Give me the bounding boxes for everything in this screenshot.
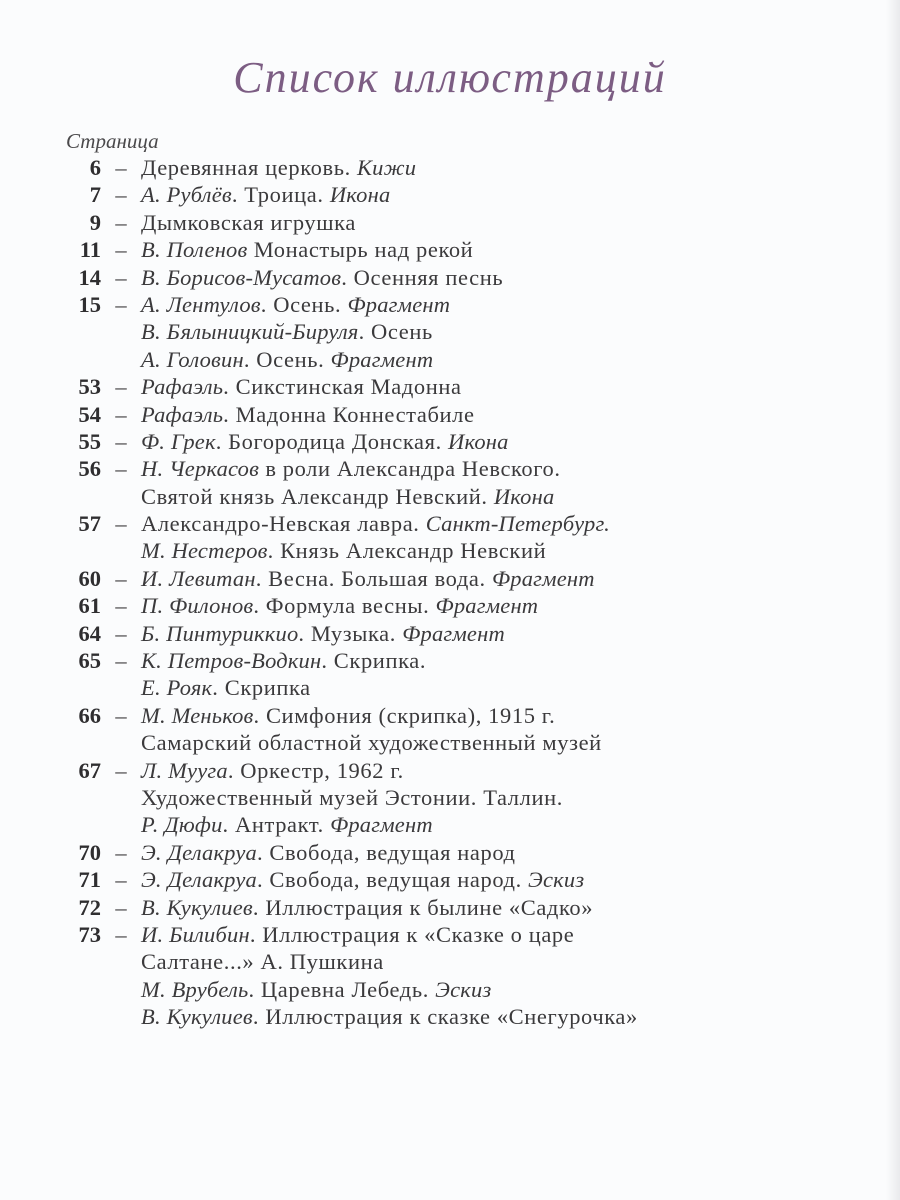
illustrations-list bbox=[66, 128, 866, 1031]
page-number: 60 bbox=[78, 565, 101, 591]
page-number: 57 bbox=[78, 511, 101, 537]
page-number: 65 bbox=[78, 648, 101, 674]
caption-italic-part: Фрагмент bbox=[435, 593, 539, 619]
dash-separator bbox=[101, 784, 141, 811]
page-number: 72 bbox=[78, 894, 101, 920]
page-number bbox=[66, 346, 101, 373]
illustration-caption bbox=[141, 894, 593, 921]
list-item bbox=[66, 291, 866, 318]
dash-separator: – bbox=[115, 921, 127, 947]
caption-italic-part: Икона bbox=[329, 182, 391, 208]
list-item bbox=[66, 811, 866, 838]
caption-italic-part: Э. Делакруа bbox=[141, 839, 257, 865]
caption-italic-part: Р. Дюфи bbox=[141, 812, 223, 838]
page-number bbox=[66, 784, 101, 811]
illustration-caption bbox=[141, 757, 404, 784]
caption-part: . Иллюстрация к «Сказке о царе bbox=[249, 921, 575, 947]
caption-italic-part: М. Нестеров bbox=[141, 538, 268, 564]
dash-separator: – bbox=[115, 702, 127, 728]
page-number: 53 bbox=[78, 374, 101, 400]
dash-separator bbox=[101, 537, 141, 564]
caption-part: Дымковская игрушка bbox=[141, 209, 356, 235]
page-number: 6 bbox=[89, 155, 101, 180]
illustration-caption bbox=[141, 565, 595, 592]
dash-separator bbox=[101, 948, 141, 975]
illustration-caption bbox=[141, 401, 475, 428]
page-number bbox=[66, 811, 101, 838]
list-item bbox=[66, 702, 866, 729]
caption-part: . Скрипка. bbox=[321, 648, 427, 674]
list-item bbox=[66, 209, 866, 236]
illustration-caption bbox=[141, 318, 433, 345]
page-number: 9 bbox=[89, 209, 101, 235]
caption-part: Александро-Невская лавра. bbox=[141, 511, 426, 537]
caption-italic-part: В. Поленов bbox=[141, 237, 248, 263]
list-item bbox=[66, 346, 866, 373]
dash-separator: – bbox=[115, 593, 127, 619]
caption-part: . Богородица Донская. bbox=[215, 428, 449, 454]
page-number bbox=[66, 1003, 101, 1030]
caption-italic-part: Фрагмент bbox=[330, 812, 433, 838]
caption-part: . Иллюстрация к сказке «Снегурочка» bbox=[252, 1004, 638, 1030]
entries-container bbox=[66, 154, 866, 1031]
dash-separator: – bbox=[115, 155, 127, 180]
page-number: 67 bbox=[78, 757, 101, 783]
list-item bbox=[66, 674, 866, 701]
page-number: 64 bbox=[78, 620, 101, 646]
caption-italic-part: Рафаэль bbox=[141, 401, 224, 427]
caption-part: . Свобода, ведущая народ. bbox=[256, 867, 529, 893]
illustration-caption bbox=[141, 154, 416, 181]
illustration-caption bbox=[141, 510, 610, 537]
page-number bbox=[66, 318, 101, 345]
caption-part: . Весна. Большая вода. bbox=[255, 565, 492, 591]
dash-separator bbox=[101, 674, 141, 701]
caption-part: . Осенняя песнь bbox=[341, 264, 504, 290]
caption-part: . Князь Александр Невский bbox=[267, 538, 547, 564]
list-item bbox=[66, 264, 866, 291]
page-number: 55 bbox=[78, 428, 101, 454]
caption-italic-part: Фрагмент bbox=[491, 565, 595, 591]
dash-separator bbox=[101, 346, 141, 373]
illustration-caption bbox=[141, 455, 561, 482]
page-number bbox=[66, 976, 101, 1003]
illustration-caption bbox=[141, 702, 555, 729]
caption-italic-part: И. Билибин bbox=[141, 921, 250, 947]
illustration-caption bbox=[141, 866, 584, 893]
caption-part: . Свобода, ведущая народ bbox=[256, 839, 516, 865]
caption-italic-part: М. Меньков bbox=[141, 702, 254, 728]
list-item bbox=[66, 181, 866, 208]
page-column-label: Страница bbox=[66, 129, 159, 153]
caption-part: . Царевна Лебедь. bbox=[248, 976, 436, 1002]
caption-part: . Антракт. bbox=[222, 812, 331, 838]
page-number: 15 bbox=[78, 291, 101, 317]
list-item bbox=[66, 510, 866, 537]
illustration-caption bbox=[141, 1003, 638, 1030]
dash-separator: – bbox=[115, 264, 127, 290]
caption-italic-part: Икона bbox=[493, 483, 555, 509]
caption-italic-part: В. Кукулиев bbox=[141, 894, 253, 920]
dash-separator bbox=[101, 1003, 141, 1030]
page-number: 73 bbox=[78, 921, 101, 947]
illustration-caption bbox=[141, 264, 503, 291]
caption-italic-part: Эскиз bbox=[435, 976, 492, 1002]
dash-separator: – bbox=[115, 620, 127, 646]
list-item bbox=[66, 373, 866, 400]
caption-part: . Осень. bbox=[243, 346, 331, 372]
dash-separator: – bbox=[115, 565, 127, 591]
page-number bbox=[66, 483, 101, 510]
dash-separator: – bbox=[115, 757, 127, 783]
caption-part: Святой князь Александр Невский. bbox=[141, 483, 494, 509]
page-number: 7 bbox=[89, 182, 101, 208]
dash-separator: – bbox=[115, 894, 127, 920]
caption-italic-part: А. Рублёв bbox=[141, 182, 232, 208]
caption-part: в роли Александра Невского. bbox=[259, 456, 561, 482]
list-item bbox=[66, 428, 866, 455]
list-item bbox=[66, 565, 866, 592]
caption-italic-part: Эскиз bbox=[528, 867, 585, 893]
dash-separator bbox=[101, 811, 141, 838]
dash-separator bbox=[101, 729, 141, 756]
list-item bbox=[66, 592, 866, 619]
list-item bbox=[66, 537, 866, 564]
page-number: 11 bbox=[79, 237, 101, 263]
caption-italic-part: Рафаэль bbox=[141, 374, 224, 400]
illustration-caption bbox=[141, 373, 462, 400]
page-number: 66 bbox=[78, 702, 101, 728]
caption-italic-part: В. Кукулиев bbox=[141, 1004, 253, 1030]
caption-part: . Скрипка bbox=[212, 675, 311, 701]
caption-italic-part: И. Левитан bbox=[141, 565, 256, 591]
illustration-caption bbox=[141, 620, 505, 647]
illustration-caption bbox=[141, 647, 426, 674]
illustration-caption bbox=[141, 346, 433, 373]
illustration-caption bbox=[141, 811, 433, 838]
caption-italic-part: Фрагмент bbox=[347, 291, 451, 317]
caption-part: . Иллюстрация к былине «Садко» bbox=[252, 894, 594, 920]
list-item bbox=[66, 154, 866, 181]
caption-italic-part: Фрагмент bbox=[330, 346, 434, 372]
caption-part: Салтане...» А. Пушкина bbox=[141, 949, 384, 975]
list-item bbox=[66, 455, 866, 482]
caption-italic-part: А. Лентулов bbox=[141, 291, 261, 317]
caption-italic-part: П. Филонов bbox=[141, 593, 254, 619]
caption-italic-part: В. Бялыницкий-Бируля bbox=[141, 319, 359, 345]
caption-italic-part: Кижи bbox=[357, 155, 417, 180]
dash-separator bbox=[101, 318, 141, 345]
illustration-caption bbox=[141, 236, 473, 263]
list-item bbox=[66, 729, 866, 756]
caption-italic-part: Б. Пинтуриккио bbox=[141, 620, 299, 646]
caption-part: Монастырь над рекой bbox=[247, 237, 474, 263]
dash-separator bbox=[101, 976, 141, 1003]
illustration-caption bbox=[141, 784, 563, 811]
caption-italic-part: К. Петров-Водкин bbox=[141, 648, 322, 674]
page-number: 54 bbox=[78, 401, 101, 427]
list-item bbox=[66, 236, 866, 263]
list-item bbox=[66, 976, 866, 1003]
caption-italic-part: Е. Рояк bbox=[141, 675, 213, 701]
caption-part: . Музыка. bbox=[298, 620, 403, 646]
list-item bbox=[66, 757, 866, 784]
list-item bbox=[66, 401, 866, 428]
caption-part: . Осень. bbox=[260, 291, 348, 317]
illustration-caption bbox=[141, 976, 491, 1003]
dash-separator: – bbox=[115, 648, 127, 674]
page-edge-shadow bbox=[886, 0, 900, 1200]
list-item bbox=[66, 948, 866, 975]
list-item bbox=[66, 483, 866, 510]
caption-italic-part: В. Борисов-Мусатов bbox=[141, 264, 342, 290]
caption-italic-part: Л. Мууга bbox=[141, 757, 228, 783]
page-number: 61 bbox=[78, 593, 101, 619]
dash-separator: – bbox=[115, 401, 127, 427]
page-number: 56 bbox=[78, 456, 101, 482]
caption-part: . Сикстинская Мадонна bbox=[223, 374, 462, 400]
illustration-caption bbox=[141, 537, 546, 564]
list-item bbox=[66, 1003, 866, 1030]
caption-italic-part: Ф. Грек bbox=[141, 428, 216, 454]
caption-part: Самарский областной художественный музей bbox=[141, 730, 602, 756]
page-title: Список иллюстраций bbox=[233, 53, 667, 102]
page-number: 71 bbox=[78, 867, 101, 893]
illustration-caption bbox=[141, 181, 390, 208]
list-item bbox=[66, 894, 866, 921]
caption-italic-part: М. Врубель bbox=[141, 976, 249, 1002]
dash-separator: – bbox=[115, 237, 127, 263]
page-number bbox=[66, 537, 101, 564]
illustration-caption bbox=[141, 729, 602, 756]
dash-separator: – bbox=[115, 291, 127, 317]
illustration-caption bbox=[141, 674, 311, 701]
illustration-caption bbox=[141, 839, 516, 866]
caption-italic-part: Э. Делакруа bbox=[141, 867, 257, 893]
caption-part: . Мадонна Коннестабиле bbox=[223, 401, 475, 427]
caption-part: . Формула весны. bbox=[253, 593, 436, 619]
illustration-caption bbox=[141, 592, 538, 619]
list-item bbox=[66, 784, 866, 811]
list-item bbox=[66, 839, 866, 866]
caption-italic-part: Фрагмент bbox=[402, 620, 505, 646]
illustration-caption bbox=[141, 291, 450, 318]
page-number: 70 bbox=[78, 839, 101, 865]
illustration-caption bbox=[141, 921, 574, 948]
dash-separator: – bbox=[115, 209, 127, 235]
caption-italic-part: Н. Черкасов bbox=[141, 456, 260, 482]
page-number: 14 bbox=[78, 264, 101, 290]
dash-separator: – bbox=[115, 374, 127, 400]
caption-part: . Осень bbox=[358, 319, 433, 345]
page-number bbox=[66, 674, 101, 701]
caption-part: Художественный музей Эстонии. Таллин. bbox=[141, 784, 563, 810]
caption-part: . Оркестр, 1962 г. bbox=[227, 757, 404, 783]
dash-separator bbox=[101, 483, 141, 510]
caption-italic-part: Санкт-Петербург. bbox=[425, 511, 610, 537]
dash-separator: – bbox=[115, 182, 127, 208]
page-number bbox=[66, 729, 101, 756]
list-item bbox=[66, 866, 866, 893]
dash-separator: – bbox=[115, 511, 127, 537]
illustration-caption bbox=[141, 483, 554, 510]
dash-separator: – bbox=[115, 456, 127, 482]
caption-italic-part: А. Головин bbox=[141, 346, 244, 372]
illustration-caption bbox=[141, 209, 356, 236]
caption-part: . Троица. bbox=[231, 182, 330, 208]
list-item bbox=[66, 921, 866, 948]
caption-italic-part: Икона bbox=[448, 428, 509, 454]
illustration-caption bbox=[141, 428, 509, 455]
dash-separator: – bbox=[115, 867, 127, 893]
list-item bbox=[66, 647, 866, 674]
list-item bbox=[66, 620, 866, 647]
illustration-caption bbox=[141, 948, 384, 975]
caption-part: . Симфония (скрипка), 1915 г. bbox=[253, 702, 556, 728]
page-number bbox=[66, 948, 101, 975]
dash-separator: – bbox=[115, 839, 127, 865]
caption-part: Деревянная церковь. bbox=[141, 155, 358, 180]
list-item bbox=[66, 318, 866, 345]
dash-separator: – bbox=[115, 428, 127, 454]
